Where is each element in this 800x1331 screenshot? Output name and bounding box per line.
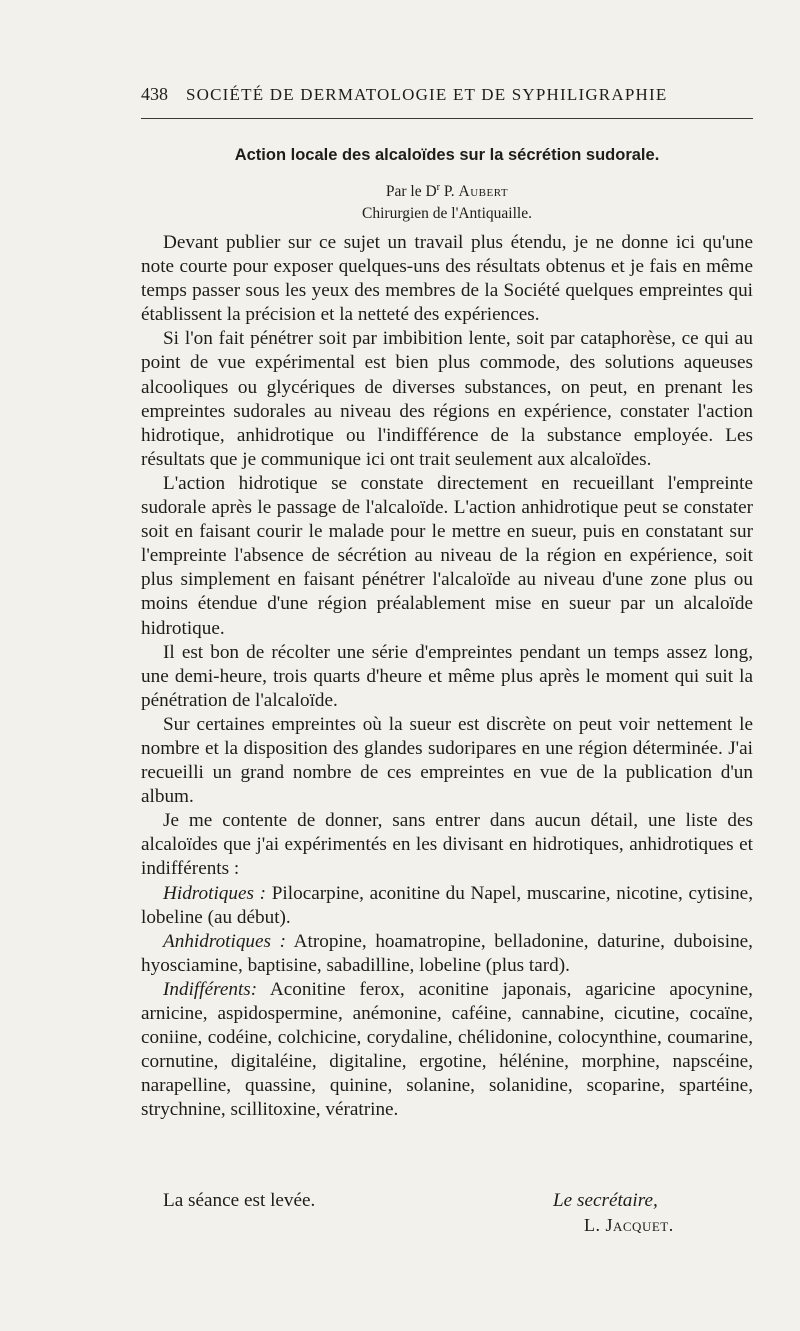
article-title: Action locale des alcaloïdes sur la sécrétion sudorale. — [234, 146, 660, 164]
paragraph: Il est bon de récolter une série d'empreintes pendant un temps assez long, une demi-heure, trois quarts d'heure et même plus après le moment qui suit la pénétration de l'alcaloïde. — [141, 641, 753, 711]
list-items: Aconitine ferox, aconitine japonais, agaricine apocynine, arnicine, aspidospermine, anémonine, caféine, cannabine, cicutine, cocaïne, coniine, codéine, colchicine, corydaline, chélidonine, colocynthine, coumarine, cornutine, digitaléine, digitaline, ergotine, hélénine, morphine, napscéine, narapelline, quassine, quinine, solanine, solanidine, scoparine, spartéine, strychnine, scillitoxine, vératrine. — [141, 978, 753, 1121]
paragraph: Devant publier sur ce sujet un travail plus étendu, je ne donne ici qu'une note courte pour exposer quelques-uns des résultats obtenus et je fais en même temps passer sous les yeux des membres de la Société quelques empreintes qui établissent la précision et la netteté des expériences. — [141, 232, 753, 326]
running-title: SOCIÉTÉ DE DERMATOLOGIE ET DE SYPHILIGRAPHIE — [186, 85, 668, 104]
byline-sup: r — [436, 182, 440, 193]
list-items: Pilocarpine, aconitine du Napel, muscarine, nicotine, cytisine, lobeline (au début). — [141, 882, 754, 928]
article-body — [141, 231, 753, 1122]
header-rule — [141, 118, 753, 119]
author-initial: P. — [443, 183, 455, 201]
list-label: Anhidrotiques : — [163, 930, 287, 952]
byline — [141, 177, 753, 225]
signature: L. Jacquet. — [584, 1215, 674, 1235]
author-affiliation: Chirurgien de l'Antiquaille. — [362, 205, 532, 223]
list-item — [141, 930, 753, 978]
list-item — [141, 978, 753, 1123]
author-name: Aubert — [458, 183, 509, 201]
running-header — [141, 84, 753, 105]
list-label: Indifférents: — [163, 978, 258, 1000]
list-label: Hidrotiques : — [163, 882, 267, 904]
list-item — [141, 882, 753, 930]
session-adjourned: La séance est levée. — [163, 1190, 316, 1211]
paragraph: Sur certaines empreintes où la sueur est discrète on peut voir nettement le nombre et la disposition des glandes sudoripares en une région déterminée. J'ai recueilli un grand nombre de ces empreintes en vue de la publication d'un album. — [141, 713, 753, 808]
paragraph: Si l'on fait pénétrer soit par imbibition lente, soit par cataphorèse, ce qui au point de vue expérimental est bien plus commode, des solutions aqueuses alcooliques ou glycériques de diverses substances, on peut, en prenant les empreintes sudorales au niveau des régions en expérience, constater l'action hidrotique, anhidrotique ou l'indifférence de la substance employée. Les résultats que je communique ici ont trait seulement aux alcaloïdes. — [141, 328, 753, 470]
byline-prefix: Par le D — [385, 183, 437, 201]
page-number: 438 — [141, 84, 168, 104]
secretary-role: Le secrétaire, — [553, 1190, 658, 1211]
paragraph: Je me contente de donner, sans entrer dans aucun détail, une liste des alcaloïdes que j'ai expérimentés en les divisant en hidrotiques, anhidrotiques et indifférents : — [141, 810, 753, 880]
list-items: Atropine, hoamatropine, belladonine, daturine, duboisine, hyosciamine, baptisine, sabadilline, lobeline (plus tard). — [141, 930, 753, 976]
paragraph: L'action hidrotique se constate directement en recueillant l'empreinte sudorale après le passage de l'alcaloïde. L'action anhidrotique peut se constater soit en faisant courir le malade pour le mettre en sueur, puis en constatant sur l'empreinte l'absence de sécrétion au niveau de la région en expérience, soit plus simplement en faisant pénétrer l'alcaloïde au niveau d'une zone plus ou moins étendue d'une région préalablement mise en sueur par un alcaloïde hidrotique. — [141, 472, 753, 639]
